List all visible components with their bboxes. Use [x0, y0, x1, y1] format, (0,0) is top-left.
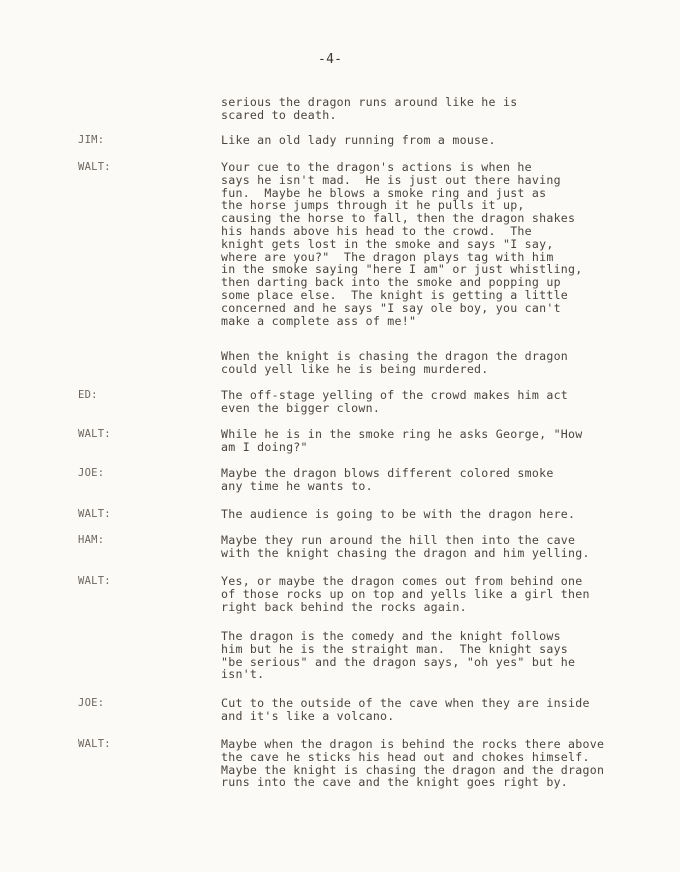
speech-line: knight gets lost in the smoke and says "I say,	[221, 236, 554, 251]
speech-line: scared to death.	[221, 107, 337, 122]
speech-text	[221, 508, 661, 521]
speech-line: Maybe the dragon blows different colored smoke	[221, 466, 554, 480]
speech-line: of those rocks up on top and yells like a girl then	[221, 586, 590, 601]
speech-line: Maybe the knight is chasing the dragon and the dragon	[221, 762, 605, 777]
speech-line: in the smoke saying "here I am" or just whistling,	[221, 262, 583, 277]
speech-text	[221, 630, 661, 681]
speech-line: Your cue to the dragon's actions is when he	[221, 160, 532, 174]
speech-text	[221, 134, 661, 147]
speech-line: even the bigger clown.	[221, 400, 381, 415]
page-number: -4-	[318, 52, 343, 67]
speech-line: Like an old lady running from a mouse.	[221, 133, 496, 147]
speaker-name: WALT:	[78, 508, 111, 520]
speech-line: his hands above his head to the crowd. The	[221, 223, 532, 238]
speech-line: him but he is the straight man. The knight says	[221, 641, 569, 656]
speech-line: could yell like he is being murdered.	[221, 361, 489, 376]
speaker-name: HAM:	[78, 534, 105, 546]
speech-line: with the knight chasing the dragon and him yelling.	[221, 545, 590, 560]
speech-line: fun. Maybe he blows a smoke ring and just as	[221, 185, 547, 200]
speech-line: then darting back into the smoke and popping up	[221, 275, 561, 290]
speech-line: Cut to the outside of the cave when they are inside	[221, 696, 590, 710]
speech-line: "be serious" and the dragon says, "oh yes" but he	[221, 654, 576, 669]
speech-text	[221, 467, 661, 493]
speaker-name: JOE:	[78, 467, 105, 479]
speaker-name: JIM:	[78, 134, 105, 146]
speech-line: am I doing?"	[221, 439, 308, 454]
speech-line: make a complete ass of me!"	[221, 313, 417, 328]
speech-line: While he is in the smoke ring he asks George, "How	[221, 427, 583, 441]
speech-line: The off-stage yelling of the crowd makes him act	[221, 388, 569, 402]
speech-line: serious the dragon runs around like he is	[221, 95, 518, 109]
speech-line: some place else. The knight is getting a little	[221, 287, 569, 302]
speech-line: where are you?" The dragon plays tag with him	[221, 249, 554, 264]
speaker-name: WALT:	[78, 428, 111, 440]
speech-text	[221, 389, 661, 415]
speech-line: The audience is going to be with the dragon here.	[221, 507, 576, 521]
speech-line: the horse jumps through it he pulls it up,	[221, 198, 525, 213]
speech-line: Yes, or maybe the dragon comes out from behind one	[221, 574, 583, 588]
speech-text	[221, 350, 661, 376]
speech-line: says he isn't mad. He is just out there having	[221, 172, 561, 187]
speech-line: Maybe they run around the hill then into the cave	[221, 533, 576, 547]
speech-line: The dragon is the comedy and the knight follows	[221, 629, 561, 643]
speech-line: any time he wants to.	[221, 478, 373, 493]
speech-line: causing the horse to fall, then the dragon shakes	[221, 211, 576, 226]
speech-text	[221, 428, 661, 454]
speaker-name: ED:	[78, 389, 98, 401]
speech-text	[221, 738, 661, 789]
speech-text	[221, 96, 661, 122]
speech-text	[221, 161, 661, 327]
speech-line: isn't.	[221, 667, 265, 682]
speech-text	[221, 575, 661, 613]
speaker-name: WALT:	[78, 738, 111, 750]
speech-line: and it's like a volcano.	[221, 708, 395, 723]
speech-line: runs into the cave and the knight goes right by.	[221, 775, 569, 790]
speaker-name: JOE:	[78, 697, 105, 709]
speech-line: concerned and he says "I say ole boy, you can't	[221, 300, 561, 315]
speech-line: Maybe when the dragon is behind the rocks there above	[221, 737, 605, 751]
speech-line: the cave he sticks his head out and chokes himself.	[221, 749, 590, 764]
speaker-name: WALT:	[78, 161, 111, 173]
speaker-name: WALT:	[78, 575, 111, 587]
speech-line: When the knight is chasing the dragon the dragon	[221, 349, 569, 363]
speech-text	[221, 697, 661, 723]
speech-text	[221, 534, 661, 560]
speech-line: right back behind the rocks again.	[221, 599, 467, 614]
